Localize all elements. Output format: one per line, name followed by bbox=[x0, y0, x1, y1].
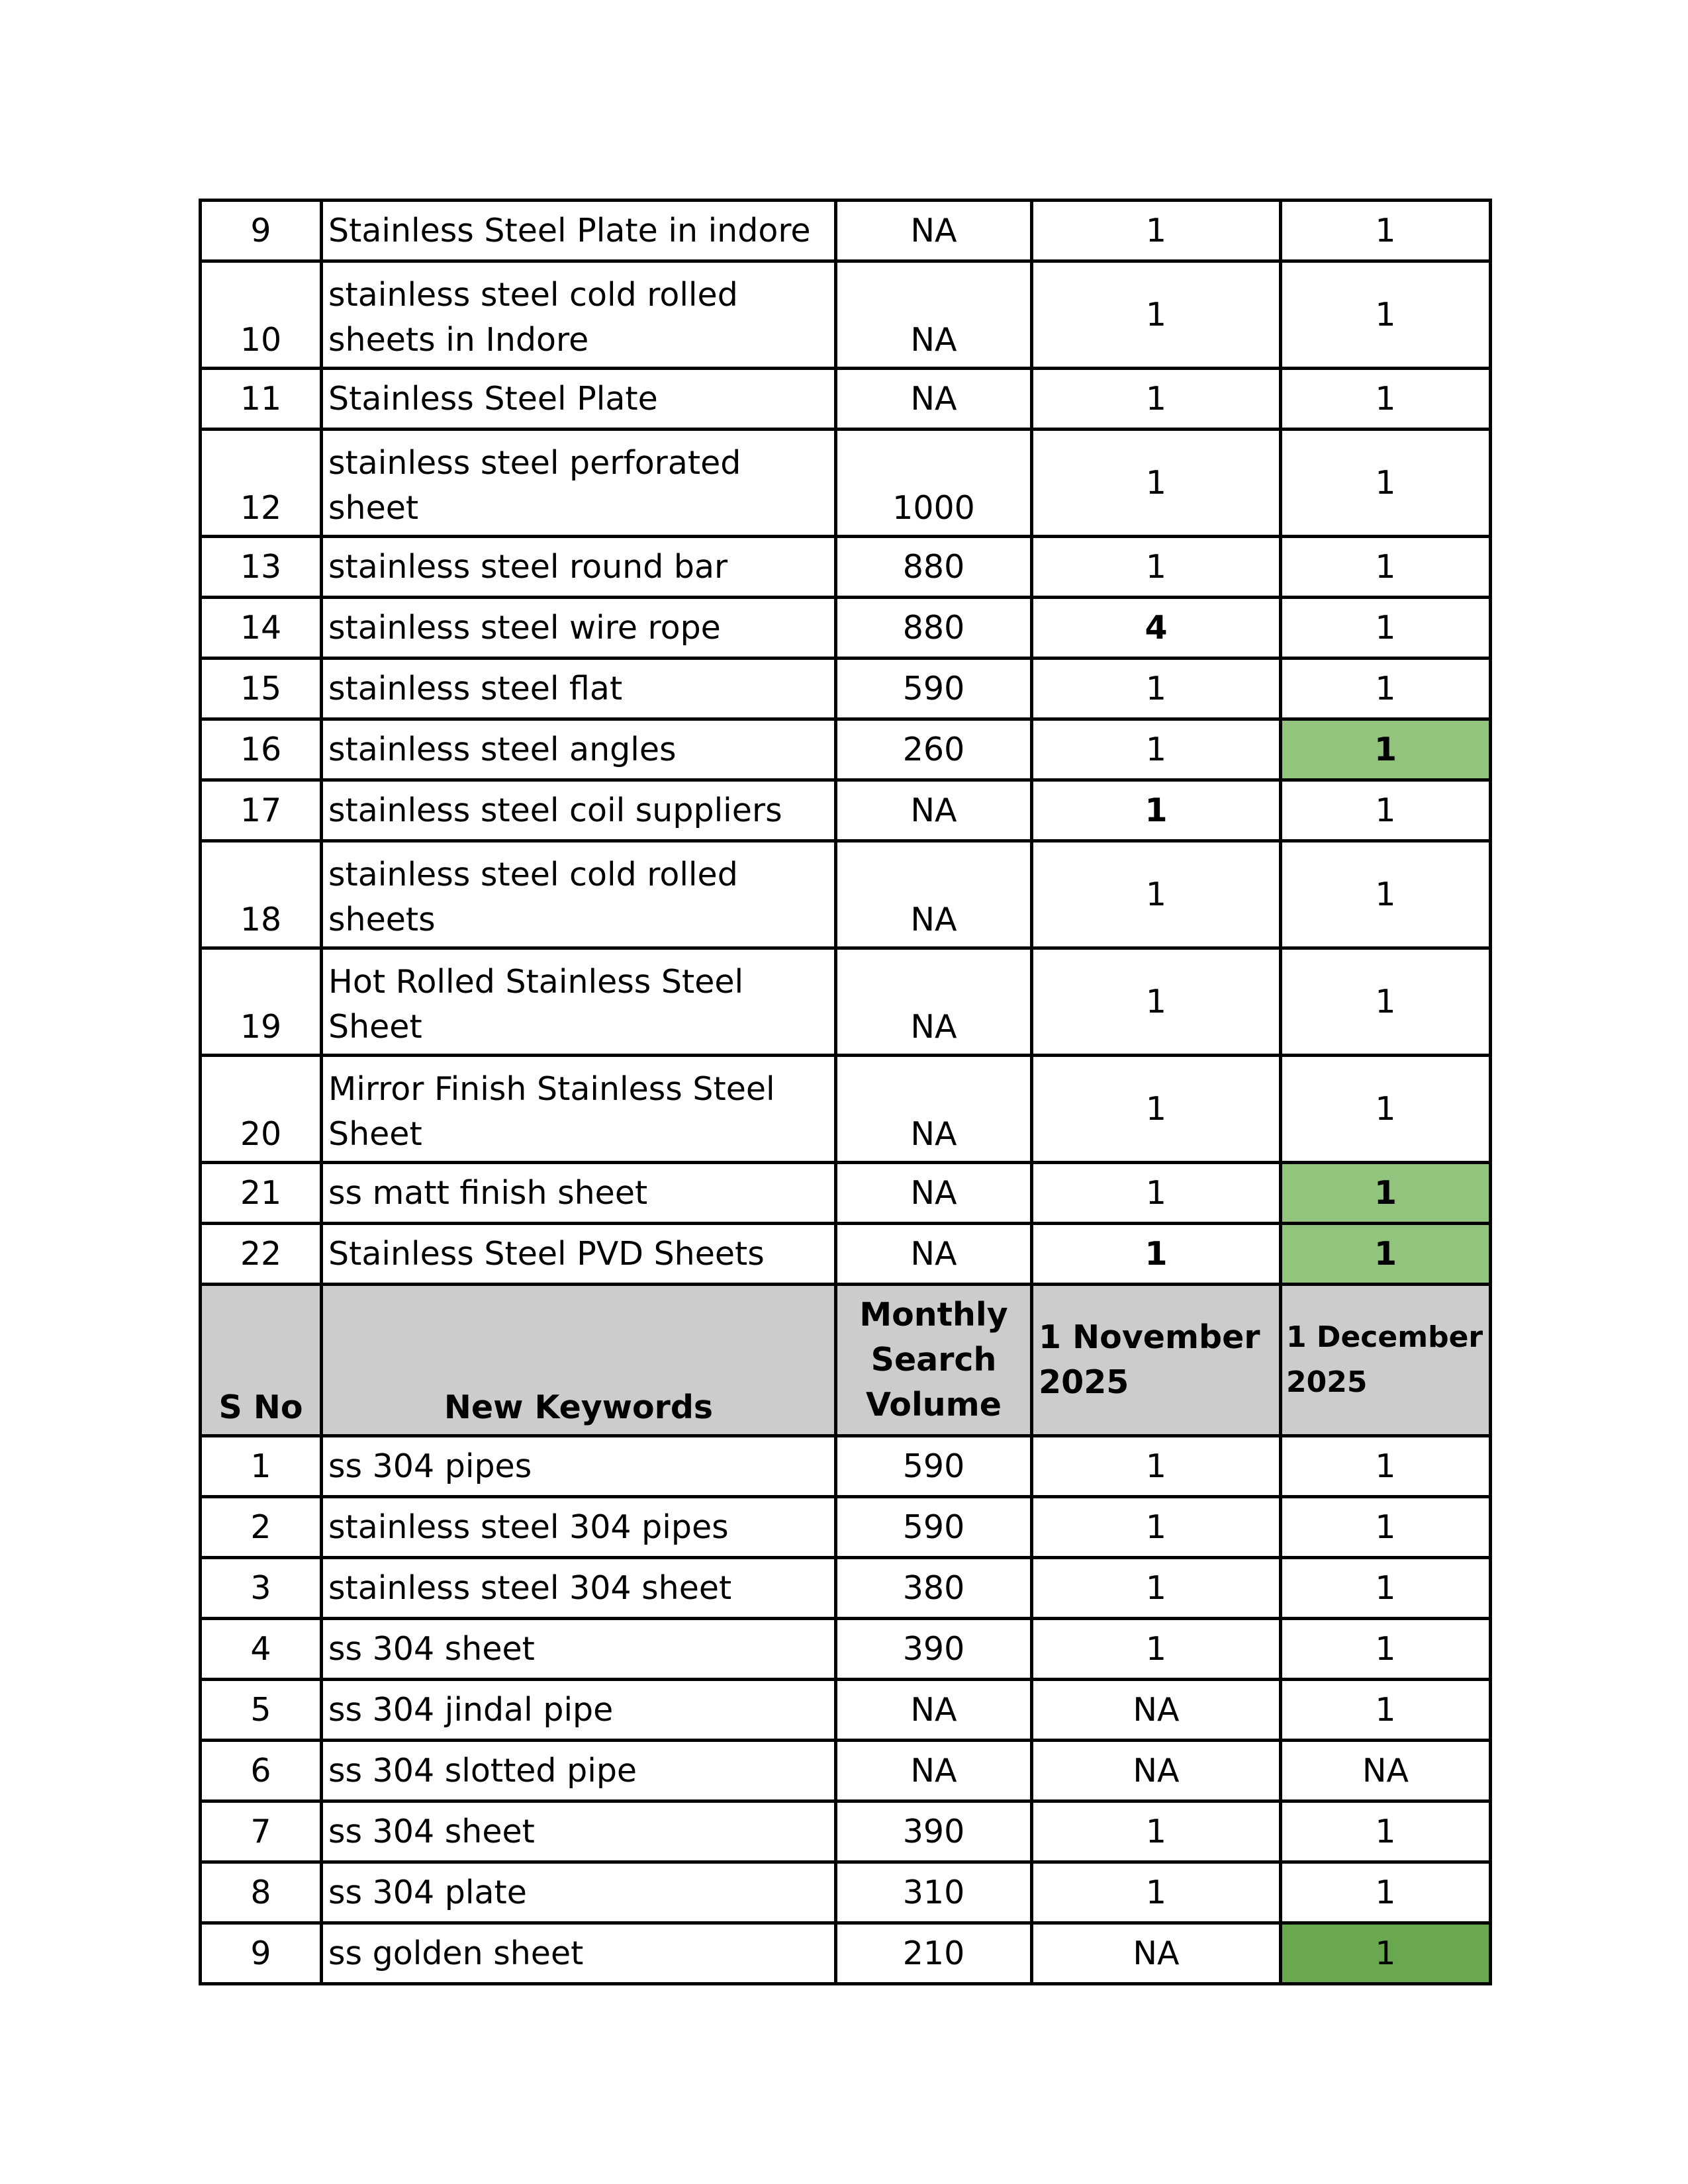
table-row bbox=[201, 841, 1491, 948]
keyword-cell: ss 304 sheet bbox=[322, 1801, 836, 1862]
december-rank-cell: 1 bbox=[1281, 1801, 1491, 1862]
sno-cell: 6 bbox=[201, 1741, 322, 1801]
new-keywords-section bbox=[201, 1436, 1491, 1984]
december-rank-cell: 1 bbox=[1281, 261, 1491, 369]
december-rank-cell: 1 bbox=[1281, 841, 1491, 948]
sno-cell: 2 bbox=[201, 1497, 322, 1558]
keyword-cell: ss 304 sheet bbox=[322, 1619, 836, 1680]
december-rank-cell: 1 bbox=[1281, 1619, 1491, 1680]
table-row bbox=[201, 1558, 1491, 1619]
search-volume-cell: NA bbox=[836, 201, 1032, 261]
november-rank-cell: 1 bbox=[1032, 1056, 1281, 1163]
search-volume-cell: NA bbox=[836, 1163, 1032, 1224]
table-row bbox=[201, 1923, 1491, 1984]
november-rank-cell: 1 bbox=[1032, 261, 1281, 369]
table-row bbox=[201, 1680, 1491, 1741]
table-row bbox=[201, 1056, 1491, 1163]
search-volume-cell: NA bbox=[836, 1224, 1032, 1285]
december-rank-cell: 1 bbox=[1281, 1680, 1491, 1741]
sno-cell: 5 bbox=[201, 1680, 322, 1741]
header-november: 1 November 2025 bbox=[1032, 1285, 1281, 1436]
sno-cell: 9 bbox=[201, 201, 322, 261]
header-volume: Monthly Search Volume bbox=[836, 1285, 1032, 1436]
november-rank-cell: 1 bbox=[1032, 1224, 1281, 1285]
search-volume-cell: NA bbox=[836, 948, 1032, 1056]
keyword-cell: ss golden sheet bbox=[322, 1923, 836, 1984]
sno-cell: 15 bbox=[201, 659, 322, 719]
search-volume-cell: 310 bbox=[836, 1862, 1032, 1923]
table-row bbox=[201, 719, 1491, 780]
sno-cell: 8 bbox=[201, 1862, 322, 1923]
december-rank-cell: 1 bbox=[1281, 1224, 1491, 1285]
table-row bbox=[201, 948, 1491, 1056]
table-row bbox=[201, 369, 1491, 430]
table-row bbox=[201, 1801, 1491, 1862]
table-row bbox=[201, 780, 1491, 841]
december-rank-cell: 1 bbox=[1281, 1436, 1491, 1497]
december-rank-cell: 1 bbox=[1281, 430, 1491, 537]
december-rank-cell: 1 bbox=[1281, 1862, 1491, 1923]
table-row bbox=[201, 1497, 1491, 1558]
november-rank-cell: 1 bbox=[1032, 430, 1281, 537]
december-rank-cell: 1 bbox=[1281, 1056, 1491, 1163]
keyword-cell: stainless steel flat bbox=[322, 659, 836, 719]
sno-cell: 10 bbox=[201, 261, 322, 369]
sno-cell: 11 bbox=[201, 369, 322, 430]
december-rank-cell: 1 bbox=[1281, 719, 1491, 780]
header-sno: S No bbox=[201, 1285, 322, 1436]
header-row bbox=[201, 1285, 1491, 1436]
sno-cell: 14 bbox=[201, 598, 322, 659]
keyword-cell: Mirror Finish Stainless Steel Sheet bbox=[322, 1056, 836, 1163]
sno-cell: 20 bbox=[201, 1056, 322, 1163]
keyword-cell: stainless steel angles bbox=[322, 719, 836, 780]
sno-cell: 22 bbox=[201, 1224, 322, 1285]
keyword-cell: stainless steel coil suppliers bbox=[322, 780, 836, 841]
keyword-cell: Stainless Steel PVD Sheets bbox=[322, 1224, 836, 1285]
november-rank-cell: NA bbox=[1032, 1923, 1281, 1984]
december-rank-cell: 1 bbox=[1281, 598, 1491, 659]
sno-cell: 7 bbox=[201, 1801, 322, 1862]
sno-cell: 18 bbox=[201, 841, 322, 948]
sno-cell: 1 bbox=[201, 1436, 322, 1497]
table-row bbox=[201, 537, 1491, 598]
november-rank-cell: 1 bbox=[1032, 948, 1281, 1056]
november-rank-cell: 1 bbox=[1032, 1862, 1281, 1923]
keyword-cell: stainless steel 304 sheet bbox=[322, 1558, 836, 1619]
keyword-cell: ss 304 jindal pipe bbox=[322, 1680, 836, 1741]
sno-cell: 19 bbox=[201, 948, 322, 1056]
search-volume-cell: 1000 bbox=[836, 430, 1032, 537]
november-rank-cell: 1 bbox=[1032, 659, 1281, 719]
search-volume-cell: 260 bbox=[836, 719, 1032, 780]
existing-keywords-section bbox=[201, 201, 1491, 1285]
november-rank-cell: 1 bbox=[1032, 719, 1281, 780]
december-rank-cell: 1 bbox=[1281, 1163, 1491, 1224]
november-rank-cell: 1 bbox=[1032, 201, 1281, 261]
table-row bbox=[201, 659, 1491, 719]
search-volume-cell: 380 bbox=[836, 1558, 1032, 1619]
keyword-cell: Stainless Steel Plate in indore bbox=[322, 201, 836, 261]
search-volume-cell: NA bbox=[836, 780, 1032, 841]
sno-cell: 9 bbox=[201, 1923, 322, 1984]
december-rank-cell: 1 bbox=[1281, 369, 1491, 430]
table-row bbox=[201, 1163, 1491, 1224]
november-rank-cell: 1 bbox=[1032, 1619, 1281, 1680]
november-rank-cell: 1 bbox=[1032, 1163, 1281, 1224]
sno-cell: 17 bbox=[201, 780, 322, 841]
december-rank-cell: 1 bbox=[1281, 1923, 1491, 1984]
table-row bbox=[201, 430, 1491, 537]
search-volume-cell: NA bbox=[836, 1741, 1032, 1801]
keyword-cell: ss 304 plate bbox=[322, 1862, 836, 1923]
december-rank-cell: 1 bbox=[1281, 201, 1491, 261]
november-rank-cell: NA bbox=[1032, 1680, 1281, 1741]
december-rank-cell: 1 bbox=[1281, 780, 1491, 841]
sno-cell: 16 bbox=[201, 719, 322, 780]
keyword-cell: ss matt finish sheet bbox=[322, 1163, 836, 1224]
november-rank-cell: 1 bbox=[1032, 841, 1281, 948]
new-keywords-header bbox=[201, 1285, 1491, 1436]
december-rank-cell: 1 bbox=[1281, 537, 1491, 598]
november-rank-cell: 1 bbox=[1032, 369, 1281, 430]
keyword-cell: ss 304 slotted pipe bbox=[322, 1741, 836, 1801]
header-december: 1 December 2025 bbox=[1281, 1285, 1491, 1436]
table-row bbox=[201, 1436, 1491, 1497]
search-volume-cell: 210 bbox=[836, 1923, 1032, 1984]
table-row bbox=[201, 261, 1491, 369]
december-rank-cell: NA bbox=[1281, 1741, 1491, 1801]
november-rank-cell: 4 bbox=[1032, 598, 1281, 659]
keyword-cell: stainless steel cold rolled sheets bbox=[322, 841, 836, 948]
november-rank-cell: 1 bbox=[1032, 537, 1281, 598]
keyword-cell: stainless steel cold rolled sheets in Indore bbox=[322, 261, 836, 369]
table-row bbox=[201, 201, 1491, 261]
sno-cell: 4 bbox=[201, 1619, 322, 1680]
table-row bbox=[201, 1862, 1491, 1923]
keyword-ranking-table bbox=[199, 199, 1492, 1985]
december-rank-cell: 1 bbox=[1281, 1497, 1491, 1558]
sno-cell: 3 bbox=[201, 1558, 322, 1619]
december-rank-cell: 1 bbox=[1281, 1558, 1491, 1619]
november-rank-cell: 1 bbox=[1032, 1558, 1281, 1619]
table-row bbox=[201, 1619, 1491, 1680]
table-row bbox=[201, 1224, 1491, 1285]
search-volume-cell: NA bbox=[836, 261, 1032, 369]
sno-cell: 13 bbox=[201, 537, 322, 598]
search-volume-cell: NA bbox=[836, 1056, 1032, 1163]
keyword-cell: Stainless Steel Plate bbox=[322, 369, 836, 430]
search-volume-cell: 880 bbox=[836, 537, 1032, 598]
search-volume-cell: 590 bbox=[836, 1497, 1032, 1558]
november-rank-cell: 1 bbox=[1032, 1497, 1281, 1558]
search-volume-cell: NA bbox=[836, 841, 1032, 948]
search-volume-cell: 590 bbox=[836, 1436, 1032, 1497]
november-rank-cell: 1 bbox=[1032, 1436, 1281, 1497]
sno-cell: 21 bbox=[201, 1163, 322, 1224]
december-rank-cell: 1 bbox=[1281, 659, 1491, 719]
search-volume-cell: NA bbox=[836, 1680, 1032, 1741]
november-rank-cell: 1 bbox=[1032, 780, 1281, 841]
search-volume-cell: NA bbox=[836, 369, 1032, 430]
table-row bbox=[201, 1741, 1491, 1801]
keyword-cell: ss 304 pipes bbox=[322, 1436, 836, 1497]
november-rank-cell: NA bbox=[1032, 1741, 1281, 1801]
keyword-cell: stainless steel wire rope bbox=[322, 598, 836, 659]
keyword-cell: stainless steel 304 pipes bbox=[322, 1497, 836, 1558]
search-volume-cell: 880 bbox=[836, 598, 1032, 659]
search-volume-cell: 390 bbox=[836, 1619, 1032, 1680]
keyword-cell: stainless steel round bar bbox=[322, 537, 836, 598]
december-rank-cell: 1 bbox=[1281, 948, 1491, 1056]
sno-cell: 12 bbox=[201, 430, 322, 537]
header-keyword: New Keywords bbox=[322, 1285, 836, 1436]
keyword-cell: stainless steel perforated sheet bbox=[322, 430, 836, 537]
november-rank-cell: 1 bbox=[1032, 1801, 1281, 1862]
keyword-cell: Hot Rolled Stainless Steel Sheet bbox=[322, 948, 836, 1056]
table-row bbox=[201, 598, 1491, 659]
search-volume-cell: 390 bbox=[836, 1801, 1032, 1862]
search-volume-cell: 590 bbox=[836, 659, 1032, 719]
